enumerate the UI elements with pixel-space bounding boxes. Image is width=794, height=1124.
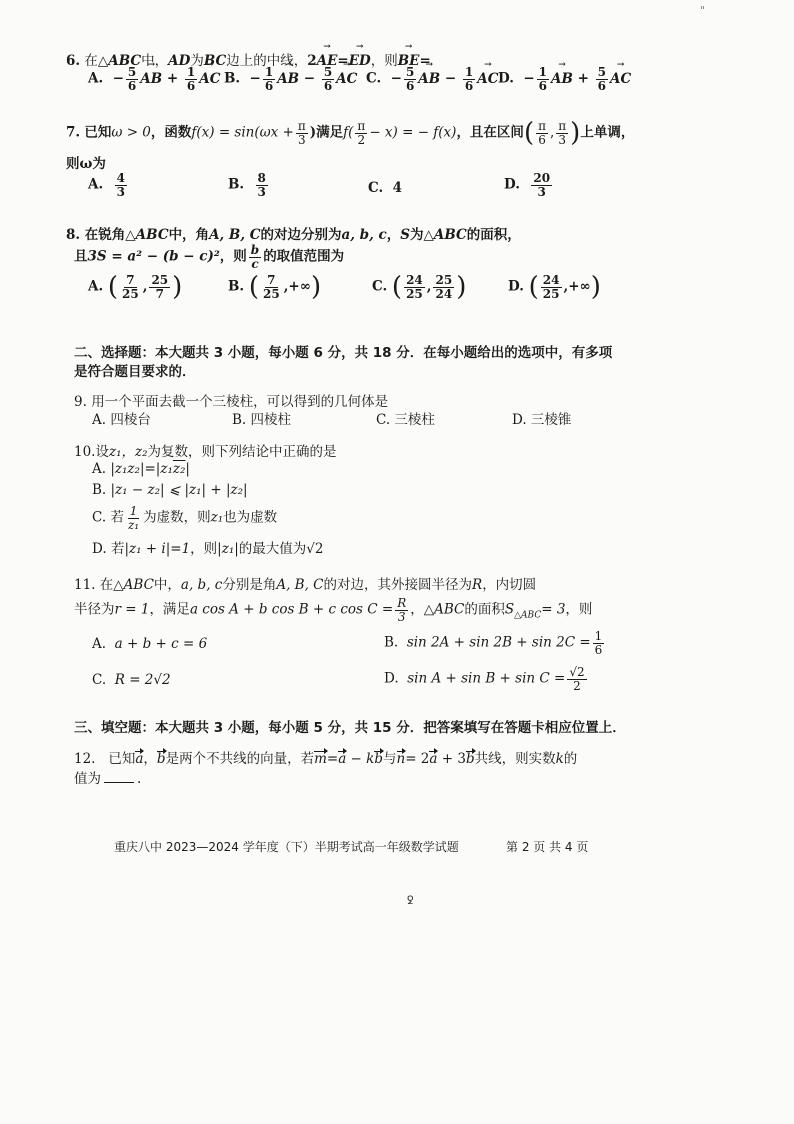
q6-stem: 6. 在△ABC中，AD为BC边上的中线，2→ AE=→ ED，则→ BE= <box>66 49 431 69</box>
q10-stem: 10.设z₁，z₂为复数，则下列结论中正确的是 <box>74 444 337 460</box>
q10-option-a: A. |z₁z₂|=|z₁z₂| <box>92 461 190 477</box>
q6-option-b: B. − $\frac{1}{6}$ → AB − $\frac{5}{6}$ → AC <box>224 66 357 92</box>
q8-stem-line1: 8. 在锐角△ABC中，角A, B, C的对边分别为a, b, c，S为△ABC的面积， <box>66 227 521 243</box>
q9-option-b: B. 四棱柱 <box>232 412 292 428</box>
q7-stem-line1: 7. 已知ω > 0，函数f(x) = sin(ωx + $\frac{\pi}{3}$ )满足f( $\frac{\pi}{2}$ − x) = − f(x)，且在区间( $\frac{\pi}{6}$ , $\frac{\pi}{3}$ )上单调， <box>66 118 635 149</box>
section-2-heading-line2: 是符合题目要求的． <box>74 364 196 380</box>
q7-option-d: D. $\frac{20}{3}$ <box>504 171 551 199</box>
section-3-heading: 三、填空题：本大题共 3 小题，每小题 5 分，共 15 分．把答案填写在答题卡相应位置上． <box>74 720 626 736</box>
q9-option-d: D. 三棱锥 <box>512 412 572 428</box>
scan-mark-top: " <box>700 4 706 17</box>
q7-option-c: C. 4 <box>368 180 403 196</box>
q8-option-c: C. ( $\frac{24}{25}$ , $\frac{25}{24}$ ) <box>372 272 467 303</box>
q7-option-a: A. $\frac{4}{3}$ <box>88 171 125 199</box>
q8-option-b: B. ( $\frac{7}{25}$ ,+∞) <box>228 272 322 303</box>
q11-option-c: C. R = 2√2 <box>92 672 171 688</box>
page-number: 第 2 页 共 4 页 <box>506 840 589 854</box>
q11-option-d: D. sin A + sin B + sin C = $\frac{√2}{2}$ <box>384 665 585 693</box>
answer-blank[interactable] <box>104 782 134 783</box>
q10-option-d: D. 若|z₁ + i|=1，则|z₁|的最大值为√2 <box>92 541 324 557</box>
q6-option-a: A. − $\frac{5}{6}$ → AB + $\frac{1}{6}$ → AC <box>88 66 220 92</box>
q7-stem-line2: 则ω为 <box>66 156 106 172</box>
q6-option-d: D. − $\frac{1}{6}$ → AB + $\frac{5}{6}$ → AC <box>498 66 631 92</box>
q10-option-c: C. 若 $\frac{1}{\text{z₁}}$ 为虚数，则z₁也为虚数 <box>92 504 278 532</box>
section-2-heading-line1: 二、选择题：本大题共 3 小题，每小题 6 分，共 18 分．在每小题给出的选项中，有多项 <box>74 345 613 361</box>
footer-title: 重庆八中 2023—2024 学年度（下）半期考试高一年级数学试题 <box>114 840 459 854</box>
q11-stem-line1: 11. 在△ABC中，a, b, c分别是角A, B, C的对边，其外接圆半径为R，内切圆 <box>74 577 537 593</box>
q11-option-a: A. a + b + c = 6 <box>92 636 208 652</box>
q8-stem-line2: 且3S = a² − (b − c)²，则 $\frac{b}{c}$ 的取值范围为 <box>74 243 345 271</box>
scan-mark-bottom: ꝿ <box>407 894 414 907</box>
q9-option-a: A. 四棱台 <box>92 412 151 428</box>
q12-stem-line1: 12. 已知a，b是两个不共线的向量，若m=a − kb与n= 2a + 3b共线，则实数k的 <box>74 751 578 767</box>
q11-option-b: B. sin 2A + sin 2B + sin 2C = $\frac{1}{6}$ <box>384 629 603 657</box>
q8-option-d: D. ( $\frac{24}{25}$ ,+∞) <box>508 272 601 303</box>
q9-option-c: C. 三棱柱 <box>376 412 435 428</box>
q8-option-a: A. ( $\frac{7}{25}$ , $\frac{25}{7}$ ) <box>88 272 183 303</box>
q6-option-c: C. − $\frac{5}{6}$ → AB − $\frac{1}{6}$ → AC <box>366 66 499 92</box>
q9-stem: 9. 用一个平面去截一个三棱柱，可以得到的几何体是 <box>74 394 389 410</box>
q12-stem-line2: 值为 . <box>74 771 142 787</box>
q10-option-b: B. |z₁ − z₂| ⩽ |z₁| + |z₂| <box>92 482 248 498</box>
q11-stem-line2: 半径为r = 1，满足a cos A + b cos B + c cos C = $\frac{R}{3}$ ，△ABC的面积$S_{\triangle ABC}= 3$，则 <box>74 596 593 624</box>
q6-number: 6. <box>66 53 81 69</box>
q7-option-b: B. $\frac{8}{3}$ <box>228 171 266 199</box>
